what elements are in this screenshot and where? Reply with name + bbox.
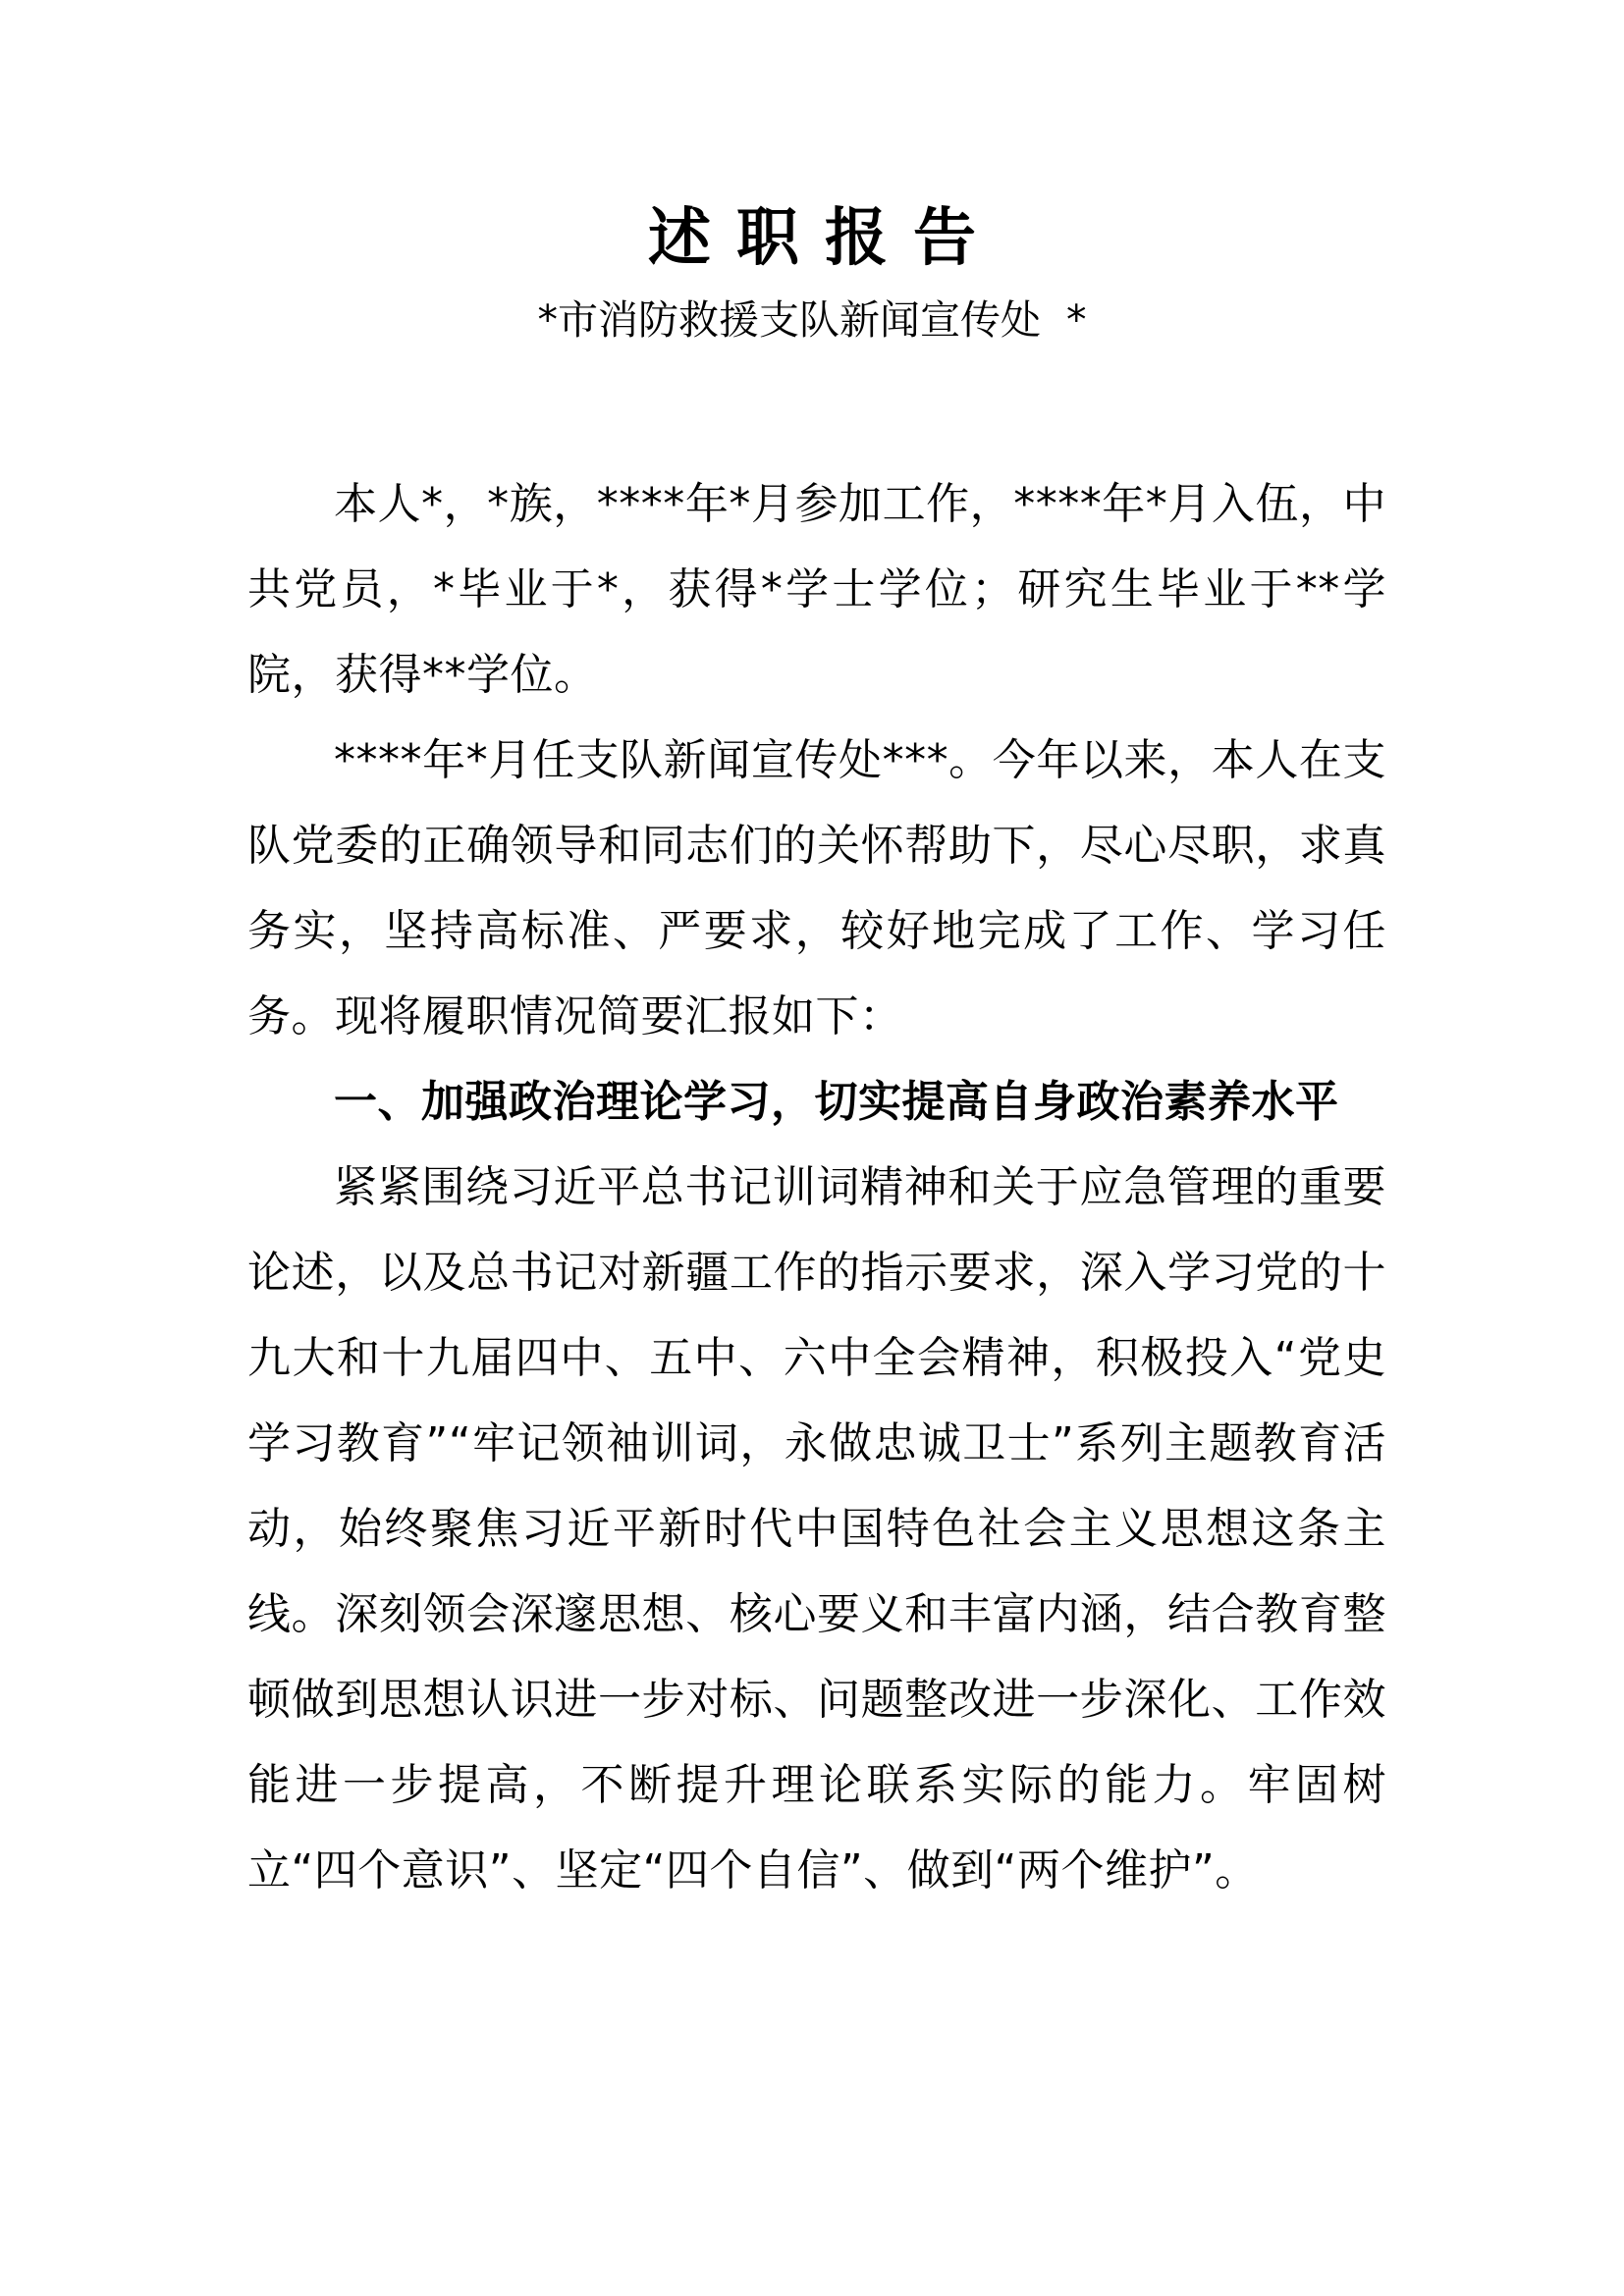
paragraph-personal-info: 本人*，*族，****年*月参加工作，****年*月入伍，中共党员，*毕业于*，获得*学士学位；研究生毕业于**学院，获得**学位。	[247, 479, 1386, 700]
document-subtitle: *市消防救援支队新闻宣传处 *	[537, 296, 1087, 344]
document-title: 述职报告	[648, 202, 1001, 275]
paragraph-political-study: 紧紧围绕习近平总书记训词精神和关于应急管理的重要论述，以及总书记对新疆工作的指示要求，深入学习党的十九大和十九届四中、五中、六中全会精神，积极投入“党史学习教育”“牢记领袖训词，永做忠诚卫士”系列主题教育活动，始终聚焦习近平新时代中国特色社会主义思想这条主线。深刻领会深邃思想、核心要义和丰富内涵，结合教育整顿做到思想认识进一步对标、问题整改进一步深化、工作效能进一步提高，不断提升理论联系实际的能力。牢固树立“四个意识”、坚定“四个自信”、做到“两个维护”。	[247, 1162, 1386, 1896]
document-body	[247, 461, 1386, 1913]
section-heading-1: 一、加强政治理论学习，切实提高自身政治素养水平	[334, 1077, 1339, 1127]
paragraph-position-summary: ****年*月任支队新闻宣传处***。今年以来，本人在支队党委的正确领导和同志们的关怀帮助下，尽心尽职，求真务实，坚持高标准、严要求，较好地完成了工作、学习任务。现将履职情况简要汇报如下：	[247, 735, 1386, 1041]
